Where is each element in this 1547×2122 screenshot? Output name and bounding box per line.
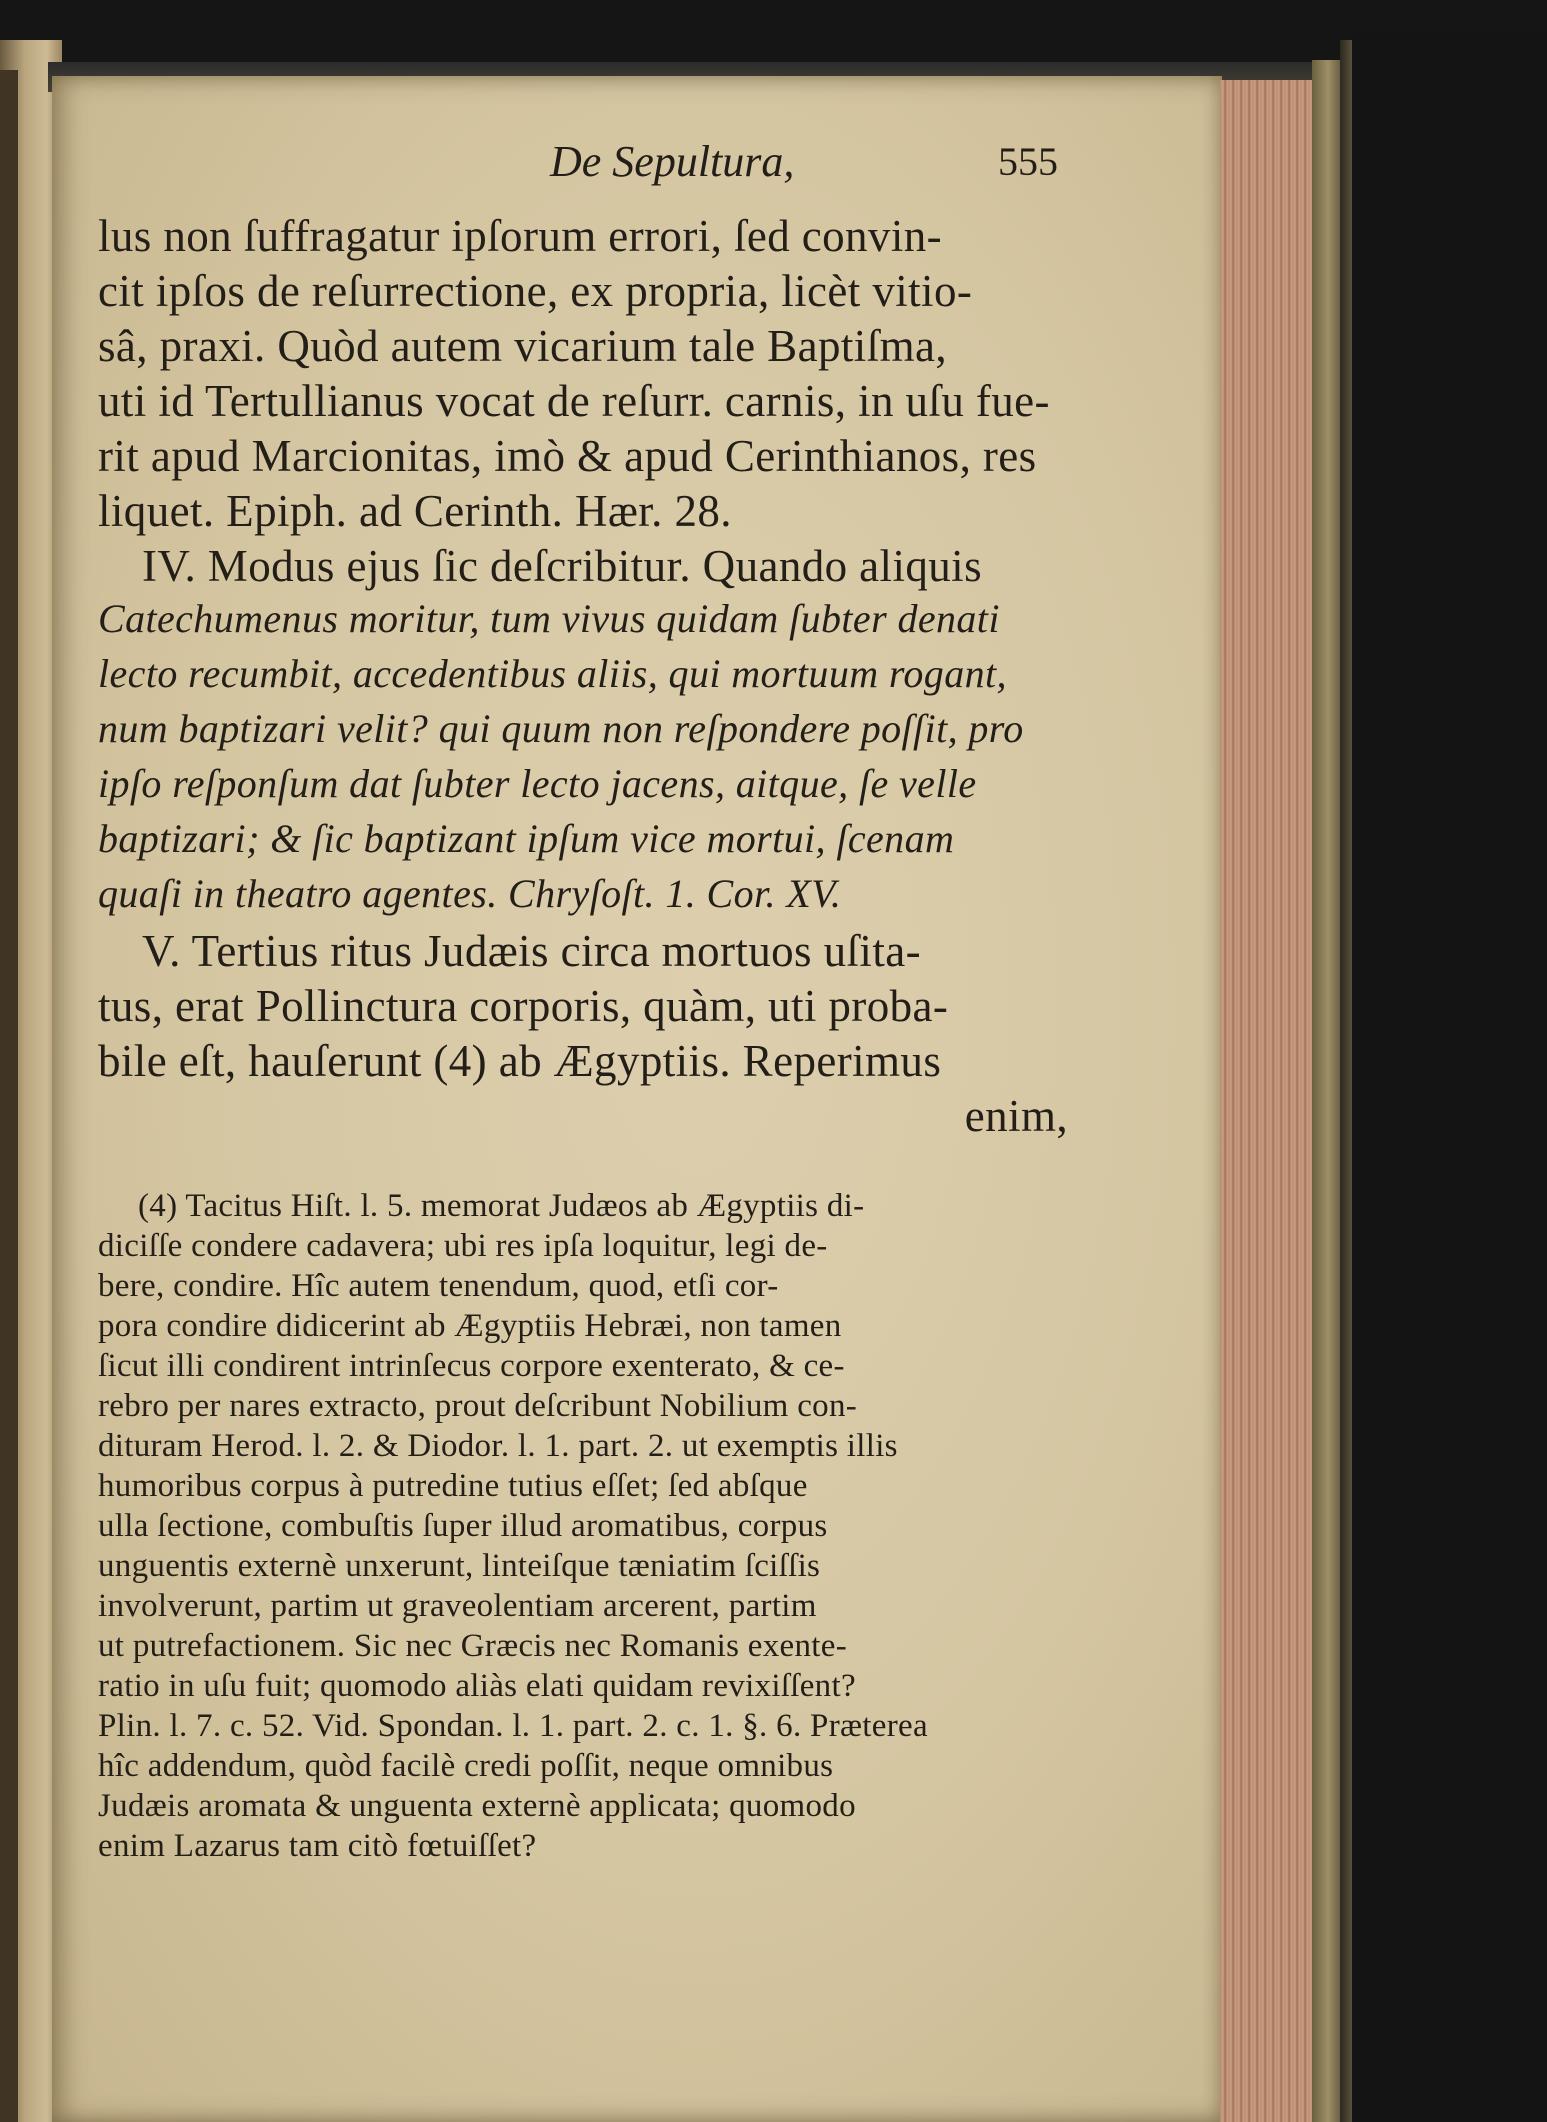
body-line: uti id Tertullianus vocat de reſurr. carnis, in uſu fue- (98, 376, 1050, 426)
footnote-line: (4) Tacitus Hiſt. l. 5. memorat Judæos ab Ægyptiis di- (138, 1188, 865, 1224)
page-number: 555 (998, 139, 1058, 184)
footnote-line: Judæis aromata & unguenta externè applicata; quomodo (98, 1788, 856, 1824)
left-binding (0, 70, 18, 2122)
footnote-line: enim Lazarus tam citò fœtuiſſet? (98, 1828, 537, 1864)
body-line: Catechumenus moritur, tum vivus quidam ſubter denati (98, 596, 1000, 641)
fore-edge-pages (1220, 80, 1312, 2122)
body-line: sâ, praxi. Quòd autem vicarium tale Baptiſma, (98, 321, 948, 371)
footnote-line: ut putrefactionem. Sic nec Græcis nec Romanis exente- (98, 1628, 847, 1664)
body-line: lecto recumbit, accedentibus aliis, qui mortuum rogant, (98, 651, 1007, 696)
footnote-line: Plin. l. 7. c. 52. Vid. Spondan. l. 1. part. 2. c. 1. §. 6. Præterea (98, 1708, 928, 1744)
body-line: cit ipſos de reſurrectione, ex propria, licèt vitio- (98, 266, 973, 316)
footnote-line: pora condire didicerint ab Ægyptiis Hebræi, non tamen (98, 1308, 842, 1344)
footnote-line: rebro per nares extracto, prout deſcribunt Nobilium con- (98, 1388, 858, 1424)
footnote-line: ulla ſectione, combuſtis ſuper illud aromatibus, corpus (98, 1508, 828, 1544)
body-line: lus non ſuffragatur ipſorum errori, ſed convin- (98, 211, 943, 261)
footnote-line: humoribus corpus à putredine tutius eſſet; ſed abſque (98, 1468, 808, 1504)
footnote-line: unguentis externè unxerunt, linteiſque tæniatim ſciſſis (98, 1548, 821, 1584)
body-line: baptizari; & ſic baptizant ipſum vice mortui, ſcenam (98, 816, 955, 861)
footnote-line: involverunt, partim ut graveolentiam arcerent, partim (98, 1588, 817, 1624)
catchword: enim, (964, 1091, 1068, 1141)
footnote-line: dituram Herod. l. 2. & Diodor. l. 1. part. 2. ut exemptis illis (98, 1428, 898, 1464)
footnote-line: ſicut illi condirent intrinſecus corpore exenterato, & ce- (98, 1348, 845, 1384)
body-line: bile eſt, hauſerunt (4) ab Ægyptiis. Reperimus (98, 1036, 942, 1086)
footnote-line: ratio in uſu fuit; quomodo aliàs elati quidam revixiſſent? (98, 1668, 856, 1704)
body-line: quaſi in theatro agentes. Chryſoſt. 1. Cor. XV. (98, 871, 842, 916)
footnote-line: diciſſe condere cadavera; ubi res ipſa loquitur, legi de- (98, 1228, 828, 1264)
footnote-line: bere, condire. Hîc autem tenendum, quod, etſi cor- (98, 1268, 779, 1304)
body-line: IV. Modus ejus ſic deſcribitur. Quando aliquis (142, 541, 982, 591)
body-line: tus, erat Pollinctura corporis, quàm, uti proba- (98, 981, 949, 1031)
body-line: num baptizari velit? qui quum non reſpondere poſſit, pro (98, 706, 1024, 751)
body-line: ipſo reſponſum dat ſubter lecto jacens, aitque, ſe velle (98, 761, 977, 806)
body-line: rit apud Marcionitas, imò & apud Cerinthianos, res (98, 431, 1037, 481)
footnote-line: hîc addendum, quòd facilè credi poſſit, neque omnibus (98, 1748, 834, 1784)
body-line: liquet. Epiph. ad Cerinth. Hær. 28. (98, 486, 732, 536)
cover-background (1352, 30, 1547, 2122)
body-line: V. Tertius ritus Judæis circa mortuos uſita- (142, 926, 921, 976)
running-title: De Sepultura, (550, 137, 795, 186)
